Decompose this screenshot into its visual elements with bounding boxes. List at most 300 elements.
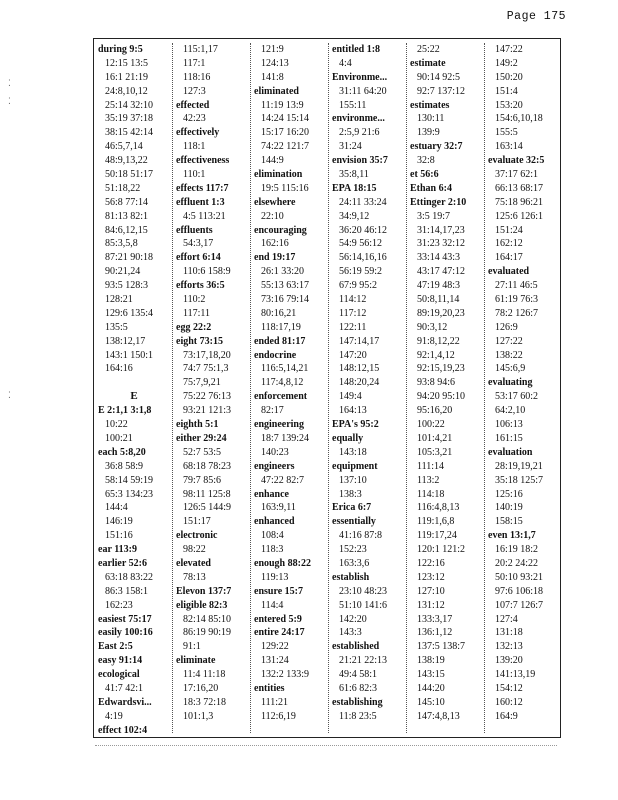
page-reference: 124:13: [261, 57, 289, 69]
index-term: entities: [254, 682, 285, 694]
page-reference: 114:12: [339, 294, 367, 306]
page-reference: 163:14: [495, 141, 523, 153]
page-reference: 31:11 64:20: [339, 85, 387, 97]
page-reference: 36:20 46:12: [339, 224, 388, 236]
page-reference: 37:17 62:1: [495, 169, 539, 181]
index-term: earlier 52:6: [98, 557, 147, 569]
page-reference: 151:17: [183, 516, 211, 528]
index-term: evaluate 32:5: [488, 155, 545, 167]
page-reference: 117:11: [183, 307, 211, 319]
page-reference: 144:20: [417, 682, 445, 694]
page-reference: 149:4: [339, 391, 362, 403]
index-term: electronic: [176, 530, 218, 542]
page-reference: 73:16 79:14: [261, 294, 310, 306]
page-reference: 87:21 90:18: [105, 252, 154, 264]
page-reference: 110:1: [183, 169, 206, 181]
page-reference: 10:22: [105, 419, 128, 431]
page-reference: 31:14,17,23: [417, 224, 465, 236]
index-term: enforcement: [254, 391, 308, 403]
page-reference: 142:20: [339, 613, 367, 625]
page-reference: 143:18: [339, 446, 367, 458]
margin-mark: ⁚: [8, 78, 11, 88]
page-reference: 25:22: [417, 44, 440, 55]
index-term: each 5:8,20: [98, 446, 146, 458]
page-reference: 63:18 83:22: [105, 571, 154, 583]
index-term: easy 91:14: [98, 655, 143, 667]
page-reference: 73:17,18,20: [183, 349, 231, 361]
page-reference: 151:24: [495, 224, 523, 236]
index-term: eligible 82:3: [176, 599, 228, 611]
page-reference: 131:24: [261, 655, 289, 667]
page-reference: 16:19 18:2: [495, 544, 539, 556]
page-reference: 154:12: [495, 682, 523, 694]
page-reference: 56:14,16,16: [339, 252, 387, 264]
page-reference: 82:14 85:10: [183, 613, 232, 625]
page-reference: 118:16: [183, 71, 211, 83]
page-reference: 117:1: [183, 57, 206, 69]
page-reference: 75:7,9,21: [183, 377, 221, 389]
page-reference: 119:17,24: [417, 530, 457, 542]
index-term: enough 88:22: [254, 557, 311, 569]
word-index-table: [93, 38, 561, 738]
page-reference: 137:10: [339, 474, 367, 486]
index-term: evaluating: [488, 377, 533, 389]
index-term: effectiveness: [176, 155, 230, 167]
index-term: ended 81:17: [254, 335, 306, 347]
page-reference: 120:1 121:2: [417, 544, 466, 556]
page-reference: 111:14: [417, 460, 445, 472]
page-reference: 122:11: [339, 321, 367, 333]
page-reference: 130:11: [417, 113, 445, 125]
page-reference: 129:22: [261, 641, 289, 653]
page-reference: 164:16: [105, 363, 133, 375]
page-reference: 160:12: [495, 696, 523, 708]
page-reference: 11:4 11:18: [183, 669, 226, 681]
page-reference: 78:13: [183, 571, 206, 583]
page-reference: 162:16: [261, 238, 289, 250]
page-reference: 43:17 47:12: [417, 266, 466, 278]
index-term: ear 113:9: [98, 544, 137, 556]
page-reference: 138:22: [495, 349, 523, 361]
page-reference: 127:4: [495, 613, 518, 625]
index-term: effects 117:7: [176, 182, 229, 194]
index-term: effected: [176, 99, 210, 111]
page-reference: 92:7 137:12: [417, 85, 466, 97]
index-term: E 2:1,1 3:1,8: [98, 405, 152, 417]
page-reference: 163:9,11: [261, 502, 296, 514]
page-reference: 139:20: [495, 655, 523, 667]
index-term: elimination: [254, 169, 303, 181]
index-term: elevated: [176, 557, 211, 569]
page-reference: 110:6 158:9: [183, 266, 231, 278]
index-term: entered 5:9: [254, 613, 302, 625]
index-term: estuary 32:7: [410, 141, 463, 153]
page-reference: 35:8,11: [339, 169, 369, 181]
page-reference: 125:16: [495, 488, 523, 500]
page-reference: 119:13: [261, 571, 289, 583]
index-term: Elevon 137:7: [176, 585, 232, 597]
index-term: easily 100:16: [98, 627, 153, 639]
page-reference: 107:7 126:7: [495, 599, 544, 611]
page-reference: 155:5: [495, 127, 518, 139]
page-reference: 90:14 92:5: [417, 71, 461, 83]
page-reference: 113:2: [417, 474, 440, 486]
index-term: evaluation: [488, 446, 533, 458]
index-term: establish: [332, 571, 370, 583]
page-reference: 136:1,12: [417, 627, 453, 639]
page-reference: 12:15 13:5: [105, 57, 149, 69]
index-term: even 13:1,7: [488, 530, 536, 542]
index-term: Ethan 6:4: [410, 182, 452, 194]
page-reference: 128:21: [105, 294, 133, 306]
index-term: establishing: [332, 696, 383, 708]
page-reference: 90:21,24: [105, 266, 141, 278]
index-term: enhanced: [254, 516, 295, 528]
index-term: engineering: [254, 419, 304, 431]
page-reference: 84:6,12,15: [105, 224, 148, 236]
page-reference: 25:14 32:10: [105, 99, 154, 111]
page-reference: 51:10 141:6: [339, 599, 388, 611]
page-reference: 116:4,8,13: [417, 502, 460, 514]
page-reference: 65:3 134:23: [105, 488, 154, 500]
index-term: eliminated: [254, 85, 299, 97]
index-term: evaluated: [488, 266, 530, 278]
index-term: effect 102:4: [98, 724, 148, 733]
page-reference: 35:19 37:18: [105, 113, 154, 125]
page-reference: 93:5 128:3: [105, 280, 149, 292]
page-reference: 132:2 133:9: [261, 669, 310, 681]
page-reference: 147:4,8,13: [417, 710, 460, 722]
index-term: elsewhere: [254, 196, 296, 208]
page-reference: 143:3: [339, 627, 362, 639]
index-term: engineers: [254, 460, 295, 472]
page-reference: 144:9: [261, 155, 284, 167]
index-term: effort 6:14: [176, 252, 221, 264]
page-reference: 118:1: [183, 141, 206, 153]
page-reference: 14:24 15:14: [261, 113, 310, 125]
page-reference: 36:8 58:9: [105, 460, 144, 472]
page-reference: 126:9: [495, 321, 518, 333]
page-reference: 147:22: [495, 44, 523, 55]
page-reference: 139:9: [417, 127, 440, 139]
page-reference: 93:8 94:6: [417, 377, 456, 389]
page-reference: 141:8: [261, 71, 284, 83]
page-reference: 52:7 53:5: [183, 446, 222, 458]
index-term: equally: [332, 432, 364, 444]
page-reference: 162:12: [495, 238, 523, 250]
page-reference: 53:17 60:2: [495, 391, 539, 403]
page-reference: 122:16: [417, 557, 445, 569]
page-reference: 31:24: [339, 141, 362, 153]
page-reference: 26:1 33:20: [261, 266, 305, 278]
page-reference: 50:18 51:17: [105, 169, 154, 181]
page-reference: 95:16,20: [417, 405, 453, 417]
index-term: either 29:24: [176, 432, 227, 444]
page-reference: 31:23 32:12: [417, 238, 466, 250]
page-reference: 11:8 23:5: [339, 710, 377, 722]
page-reference: 144:4: [105, 502, 128, 514]
page-reference: 127:22: [495, 335, 523, 347]
page-reference: 15:17 16:20: [261, 127, 310, 139]
page-reference: 86:19 90:19: [183, 627, 232, 639]
index-term: ensure 15:7: [254, 585, 303, 597]
page-reference: 23:10 48:23: [339, 585, 388, 597]
page-reference: 48:9,13,22: [105, 155, 148, 167]
page-reference: 116:5,14,21: [261, 363, 309, 375]
page-reference: 110:2: [183, 294, 206, 306]
page-reference: 41:7 42:1: [105, 682, 144, 694]
page-reference: 42:23: [183, 113, 206, 125]
page-reference: 163:3,6: [339, 557, 370, 569]
page-reference: 164:17: [495, 252, 523, 264]
page-reference: 97:6 106:18: [495, 585, 544, 597]
page-reference: 94:20 95:10: [417, 391, 466, 403]
page-reference: 131:12: [417, 599, 445, 611]
index-column: [252, 43, 329, 733]
page-reference: 155:11: [339, 99, 367, 111]
bottom-rule: [95, 745, 557, 746]
page-reference: 90:3,12: [417, 321, 448, 333]
page-reference: 17:16,20: [183, 682, 219, 694]
index-term: eighth 5:1: [176, 419, 219, 431]
page-reference: 89:19,20,23: [417, 307, 465, 319]
page-reference: 28:19,19,21: [495, 460, 543, 472]
page-reference: 49:4 58:1: [339, 669, 378, 681]
page-reference: 148:12,15: [339, 363, 380, 375]
index-term: Edwardsvi...: [98, 696, 152, 708]
page-reference: 138:3: [339, 488, 362, 500]
page-reference: 164:9: [495, 710, 518, 722]
page-reference: 143:15: [417, 669, 445, 681]
page-reference: 32:8: [417, 155, 435, 167]
page-reference: 86:3 158:1: [105, 585, 149, 597]
index-term: during 9:5: [98, 44, 143, 55]
page-reference: 50:10 93:21: [495, 571, 544, 583]
page-reference: 61:19 76:3: [495, 294, 539, 306]
index-term: easiest 75:17: [98, 613, 152, 625]
page-reference: 145:6,9: [495, 363, 526, 375]
page-reference: 67:9 95:2: [339, 280, 378, 292]
page-reference: 105:3,21: [417, 446, 453, 458]
page-reference: 38:15 42:14: [105, 127, 154, 139]
page-reference: 148:20,24: [339, 377, 380, 389]
page-reference: 98:22: [183, 544, 206, 556]
page-reference: 138:19: [417, 655, 445, 667]
index-column: [96, 43, 173, 733]
page-reference: 81:13 82:1: [105, 210, 149, 222]
section-letter: E: [130, 390, 138, 403]
page-reference: 75:22 76:13: [183, 391, 232, 403]
page-reference: 162:23: [105, 599, 133, 611]
page-reference: 119:1,6,8: [417, 516, 455, 528]
page-reference: 22:10: [261, 210, 284, 222]
page-reference: 126:5 144:9: [183, 502, 232, 514]
page-reference: 54:9 56:12: [339, 238, 383, 250]
page-reference: 146:19: [105, 516, 133, 528]
index-term: Environme...: [332, 71, 388, 83]
index-term: entire 24:17: [254, 627, 305, 639]
page-reference: 138:12,17: [105, 335, 146, 347]
page-reference: 127:3: [183, 85, 206, 97]
page-reference: 75:18 96:21: [495, 196, 544, 208]
page-reference: 114:4: [261, 599, 284, 611]
page-reference: 78:2 126:7: [495, 307, 539, 319]
page-reference: 82:17: [261, 405, 284, 417]
index-term: et 56:6: [410, 169, 439, 181]
page-reference: 47:19 48:3: [417, 280, 461, 292]
page-reference: 106:13: [495, 419, 523, 431]
page-reference: 56:8 77:14: [105, 196, 149, 208]
index-term: East 2:5: [98, 641, 133, 653]
page-reference: 68:18 78:23: [183, 460, 232, 472]
page-reference: 4:5 113:21: [183, 210, 226, 222]
page-reference: 92:15,19,23: [417, 363, 465, 375]
page-reference: 127:10: [417, 585, 445, 597]
page-reference: 129:6 135:4: [105, 307, 154, 319]
page-reference: 114:18: [417, 488, 445, 500]
page-number: Page 175: [506, 10, 566, 23]
page-reference: 118:17,19: [261, 321, 301, 333]
page-reference: 101:4,21: [417, 432, 453, 444]
page-reference: 132:13: [495, 641, 523, 653]
page-reference: 35:18 125:7: [495, 474, 544, 486]
page-reference: 50:8,11,14: [417, 294, 460, 306]
index-column: [174, 43, 251, 733]
index-term: environme...: [332, 113, 385, 125]
page-reference: 108:4: [261, 530, 284, 542]
page-reference: 11:19 13:9: [261, 99, 304, 111]
index-term: end 19:17: [254, 252, 296, 264]
page-reference: 143:1 150:1: [105, 349, 154, 361]
index-term: enhance: [254, 488, 289, 500]
spacer: [96, 376, 172, 390]
page-reference: 158:15: [495, 516, 523, 528]
page-reference: 80:16,21: [261, 307, 297, 319]
index-term: essentially: [332, 516, 376, 528]
page-reference: 55:13 63:17: [261, 280, 310, 292]
index-term: equipment: [332, 460, 378, 472]
index-term: established: [332, 641, 380, 653]
page-reference: 91:1: [183, 641, 201, 653]
index-term: effluent 1:3: [176, 196, 225, 208]
index-term: estimates: [410, 99, 450, 111]
index-term: efforts 36:5: [176, 280, 225, 292]
page-reference: 56:19 59:2: [339, 266, 383, 278]
page-reference: 141:13,19: [495, 669, 536, 681]
page-reference: 4:19: [105, 710, 123, 722]
page-reference: 74:22 121:7: [261, 141, 310, 153]
page-reference: 54:3,17: [183, 238, 214, 250]
page-reference: 100:22: [417, 419, 445, 431]
page-reference: 58:14 59:19: [105, 474, 154, 486]
page-reference: 18:7 139:24: [261, 432, 310, 444]
index-column: [486, 43, 558, 733]
index-term: entitled 1:8: [332, 44, 381, 55]
page-reference: 98:11 125:8: [183, 488, 231, 500]
page-reference: 46:5,7,14: [105, 141, 143, 153]
index-term: encouraging: [254, 224, 307, 236]
page-reference: 145:10: [417, 696, 445, 708]
page-reference: 3:5 19:7: [417, 210, 451, 222]
page-reference: 16:1 21:19: [105, 71, 149, 83]
page-reference: 47:22 82:7: [261, 474, 305, 486]
margin-mark: ⁚: [8, 96, 11, 106]
page-reference: 151:4: [495, 85, 518, 97]
index-term: endocrine: [254, 349, 297, 361]
page-reference: 33:14 43:3: [417, 252, 461, 264]
index-term: envision 35:7: [332, 155, 388, 167]
page-reference: 21:21 22:13: [339, 655, 388, 667]
page-reference: 66:13 68:17: [495, 182, 544, 194]
index-term: Ettinger 2:10: [410, 196, 467, 208]
page-reference: 74:7 75:1,3: [183, 363, 229, 375]
index-term: effectively: [176, 127, 220, 139]
page-reference: 101:1,3: [183, 710, 214, 722]
index-column: [330, 43, 407, 733]
page-reference: 93:21 121:3: [183, 405, 232, 417]
page-reference: 153:20: [495, 99, 523, 111]
page-reference: 135:5: [105, 321, 128, 333]
index-term: effluents: [176, 224, 213, 236]
page-reference: 123:12: [417, 571, 445, 583]
page-reference: 112:6,19: [261, 710, 296, 722]
page-reference: 131:18: [495, 627, 523, 639]
page-reference: 92:1,4,12: [417, 349, 455, 361]
page-reference: 154:6,10,18: [495, 113, 543, 125]
index-term: EPA 18:15: [332, 182, 377, 194]
page-reference: 51:18,22: [105, 182, 141, 194]
index-column: [408, 43, 485, 733]
page-reference: 2:5,9 21:6: [339, 127, 380, 139]
page-reference: 117:4,8,12: [261, 377, 304, 389]
page-reference: 125:6 126:1: [495, 210, 544, 222]
page-reference: 24:11 33:24: [339, 196, 387, 208]
page-reference: 27:11 46:5: [495, 280, 538, 292]
index-term: Erica 6:7: [332, 502, 372, 514]
index-term: estimate: [410, 57, 446, 69]
page-reference: 152:23: [339, 544, 367, 556]
page-reference: 19:5 115:16: [261, 182, 309, 194]
page-reference: 117:12: [339, 307, 367, 319]
page-reference: 150:20: [495, 71, 523, 83]
page-reference: 121:9: [261, 44, 284, 55]
page-reference: 61:6 82:3: [339, 682, 378, 694]
page-reference: 85:3,5,8: [105, 238, 138, 250]
page-reference: 111:21: [261, 696, 289, 708]
page-reference: 64:2,10: [495, 405, 526, 417]
page-reference: 147:20: [339, 349, 367, 361]
index-term: ecological: [98, 669, 140, 681]
page-reference: 41:16 87:8: [339, 530, 383, 542]
page-reference: 164:13: [339, 405, 367, 417]
page-reference: 4:4: [339, 57, 352, 69]
page-reference: 133:3,17: [417, 613, 453, 625]
page-reference: 79:7 85:6: [183, 474, 222, 486]
page-reference: 140:23: [261, 446, 289, 458]
index-term: eliminate: [176, 655, 216, 667]
page-reference: 91:8,12,22: [417, 335, 460, 347]
page-reference: 151:16: [105, 530, 133, 542]
index-term: egg 22:2: [176, 321, 212, 333]
margin-mark: ⁚: [8, 390, 11, 400]
page-reference: 137:5 138:7: [417, 641, 466, 653]
page-reference: 161:15: [495, 432, 523, 444]
index-term: eight 73:15: [176, 335, 223, 347]
page-reference: 100:21: [105, 432, 133, 444]
page-reference: 147:14,17: [339, 335, 380, 347]
index-term: EPA's 95:2: [332, 419, 379, 431]
page-reference: 118:3: [261, 544, 284, 556]
